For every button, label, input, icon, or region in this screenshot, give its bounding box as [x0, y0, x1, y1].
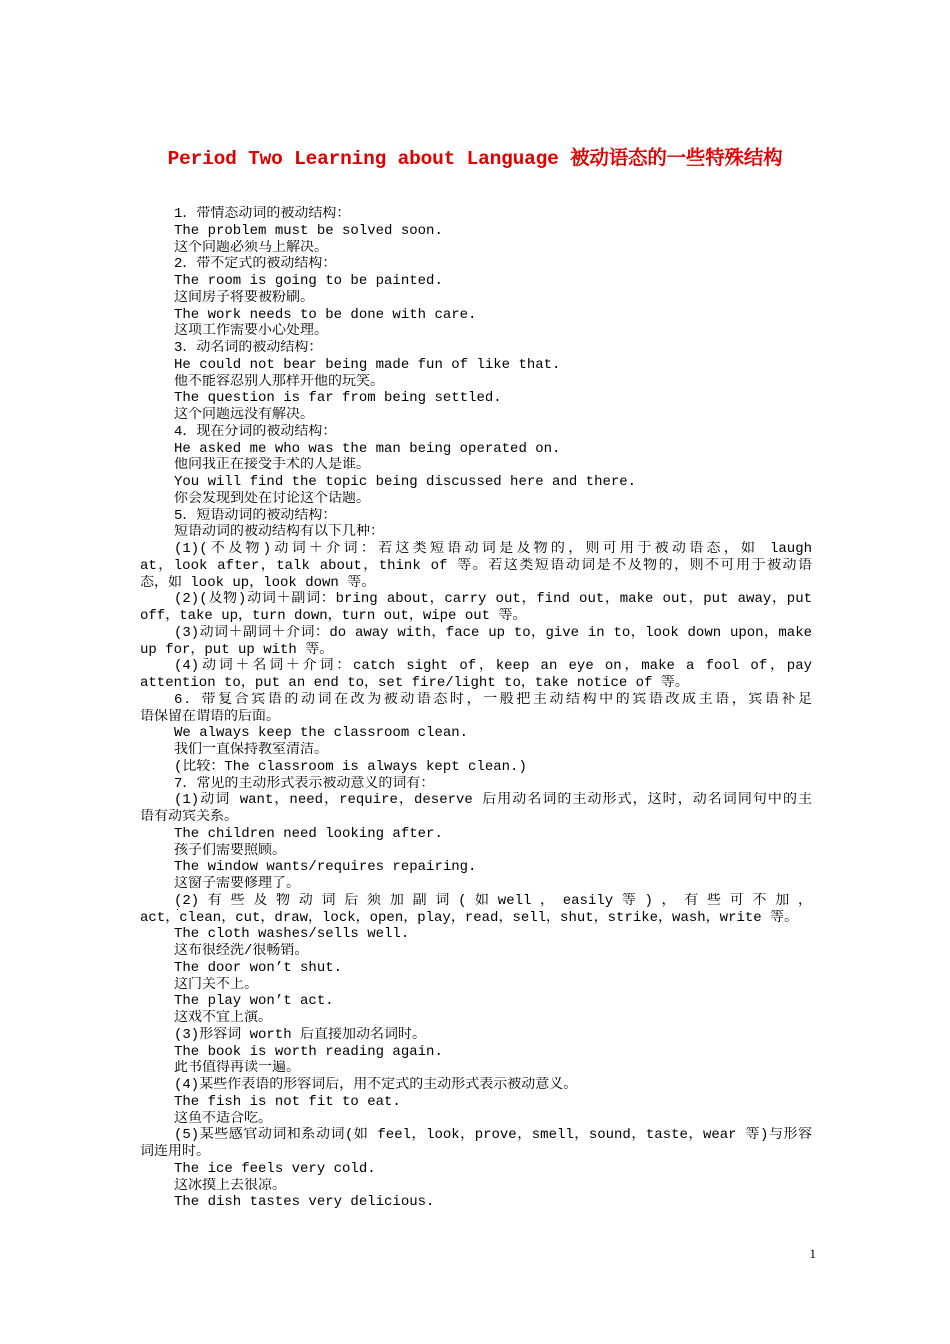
text-line: The children need looking after. [174, 825, 443, 842]
text-line: (3)动词＋副词＋介词：do away with，face up to，give in to，look down upon，make [174, 624, 812, 641]
text-line: 6．带复合宾语的动词在改为被动语态时，一般把主动结构中的宾语改成主语，宾语补足 [174, 691, 812, 708]
page-title: Period Two Learning about Language 被动语态的一些特殊结构 [167, 148, 783, 170]
text-line: 此书值得再读一遍。 [174, 1060, 300, 1077]
text-line: 词连用时。 [140, 1144, 210, 1160]
text-line: 孩子们需要照顾。 [174, 842, 286, 859]
text-line: (1)(不及物)动词＋介词：若这类短语动词是及物的，则可用于被动语态，如 laugh [174, 541, 812, 557]
text-line: The dish tastes very delicious. [174, 1194, 435, 1211]
text-line: act，clean，cut，draw，lock，open，play，read，sell，shut，strike，wash，write 等。 [140, 909, 799, 926]
text-line: We always keep the classroom clean. [174, 725, 469, 742]
text-line: 这个问题远没有解决。 [174, 407, 314, 423]
document-body [140, 206, 812, 1211]
text-line: 这门关不上。 [174, 976, 258, 993]
text-line: (4)动词＋名词＋介词：catch sight of，keep an eye on，make a fool of，pay [174, 658, 812, 675]
text-line: The play won’t act. [174, 993, 334, 1010]
text-line: The window wants/requires repairing. [174, 859, 477, 876]
text-line: 3．动名词的被动结构： [174, 340, 323, 356]
text-line: (2)(及物)动词＋副词：bring about，carry out，find out，make out，put away，put [174, 591, 812, 608]
text-line: attention to，put an end to，set fire/light to，take notice of 等。 [140, 675, 689, 691]
text-line: (2) 有 些 及 物 动 词 后 须 加 副 词 ( 如 well ， easily 等 ) ， 有 些 可 不 加 ， [174, 892, 812, 909]
text-line: 这冰摸上去很凉。 [174, 1177, 286, 1194]
text-line: The door won’t shut. [174, 959, 343, 976]
text-line: The question is far from being settled. [174, 390, 502, 407]
text-line: (5)某些感官动词和系动词(如 feel，look，prove，smell，sound，taste，wear 等)与形容 [174, 1127, 812, 1144]
text-line: 这布很经洗/很畅销。 [174, 943, 309, 959]
text-line: 你会发现到处在讨论这个话题。 [174, 490, 370, 507]
text-line: 他问我正在接受手术的人是谁。 [174, 457, 370, 474]
text-line: 这间房子将要被粉刷。 [174, 289, 314, 306]
text-line: You will find the topic being discussed here and there. [174, 474, 637, 490]
text-line: 这鱼不适合吃。 [174, 1110, 272, 1127]
text-line: 这个问题必须马上解决。 [174, 239, 328, 256]
text-line: 5．短语动词的被动结构： [174, 507, 337, 524]
text-line: 这戏不宜上演。 [174, 1010, 272, 1026]
text-line: He could not bear being made fun of like that. [174, 356, 561, 373]
text-line: He asked me who was the man being operated on. [174, 440, 561, 457]
text-line: The problem must be solved soon. [174, 222, 443, 239]
text-line: 语保留在谓语的后面。 [140, 708, 280, 725]
text-line: 我们一直保持教室清洁。 [174, 742, 328, 758]
text-line: (4)某些作表语的形容词后，用不定式的主动形式表示被动意义。 [174, 1077, 578, 1093]
text-line: 1．带情态动词的被动结构： [174, 206, 351, 222]
text-line: 这项工作需要小心处理。 [174, 323, 328, 340]
text-line: 4．现在分词的被动结构： [174, 423, 337, 440]
text-line: (1)动词 want，need，require，deserve 后用动名词的主动形式，这时，动名词同句中的主 [174, 792, 812, 809]
text-line: The book is worth reading again. [174, 1043, 443, 1060]
text-line: The work needs to be done with care. [174, 306, 477, 323]
text-line: 短语动词的被动结构有以下几种： [174, 524, 384, 541]
text-line: (比较：The classroom is always kept clean.) [174, 758, 527, 775]
text-line: The ice feels very cold. [174, 1160, 376, 1177]
text-line: 这窗子需要修理了。 [174, 876, 300, 892]
text-line: 2．带不定式的被动结构： [174, 256, 337, 273]
text-line: up for，put up with 等。 [140, 641, 334, 658]
page-number: 1 [809, 1246, 816, 1261]
text-line: 态，如 look up，look down 等。 [140, 574, 376, 591]
text-line: 7．常见的主动形式表示被动意义的词有： [174, 775, 435, 792]
text-line: The room is going to be painted. [174, 273, 443, 289]
text-line: (3)形容词 worth 后直接加动名词时。 [174, 1026, 427, 1043]
text-line: at，look after，talk about，think of 等。若这类短语动词是不及物的，则不可用于被动语 [140, 557, 812, 574]
text-line: off，take up，turn down，turn out，wipe out 等。 [140, 608, 527, 624]
text-line: 他不能容忍别人那样开他的玩笑。 [174, 373, 384, 390]
text-line: The cloth washes/sells well. [174, 926, 410, 943]
text-line: The fish is not fit to eat. [174, 1093, 401, 1110]
text-line: 语有动宾关系。 [140, 809, 238, 825]
